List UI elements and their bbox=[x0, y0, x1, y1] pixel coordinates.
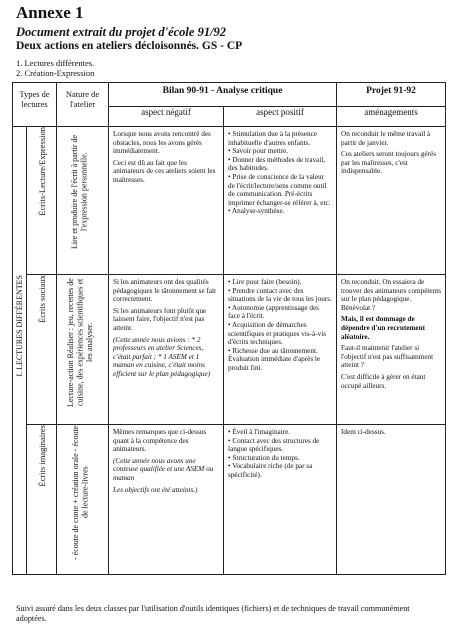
footer-note: Suivi assuré dans les deux classes par l'utilisation d'outils identiques (fichiers) et de techniques de travail communément adoptées. bbox=[16, 604, 410, 623]
header-projet: Projet 91-92 bbox=[337, 83, 446, 107]
row-negatif: Lorsque nous avons rencontré des obstacles, nous les avons gérés immédiatement. Ceci est dû au fait que les animateurs de ces ateliers soient les maîtresses. bbox=[109, 127, 224, 275]
header-negatif: aspect négatif bbox=[109, 107, 224, 127]
row-nature: Lecture-action Réaliser : jeu, recettes de cuisine, des expériences scientifiques et les analyser. bbox=[57, 275, 109, 425]
row-amenagements: Idem ci-dessus. bbox=[337, 425, 446, 575]
row-type: Écrits imaginaires bbox=[27, 425, 57, 575]
list-item: 2. Création-Expression bbox=[16, 68, 95, 78]
header-amenagements: aménagements bbox=[337, 107, 446, 127]
table-row bbox=[13, 425, 446, 575]
analysis-table bbox=[12, 82, 446, 575]
header-types: Types de lectures bbox=[13, 83, 57, 127]
header-nature: Nature de l'atelier bbox=[57, 83, 109, 127]
row-positif: • Lire pour faire (besoin). • Prendre contact avec des situations de la vie de tous les jours. • Autonomie (apprentissage des face à l'écrit. • Acquisition de démarches scientifiques et pratiques vis-à-vis d'écrits techniques. • Richesse due au tâtonnement. Évaluation immédiate d'après le produit fini. bbox=[224, 275, 337, 425]
row-amenagements: On reconduit le même travail à partir de janvier. Ces ateliers seront toujours gérés par les maîtresses, c'est indispensable. bbox=[337, 127, 446, 275]
row-amenagements: On reconduit. On essaiera de trouver des animateurs compétents sur le plan pédagogique. Bénévolat ? Mais, il est dommage de dépendre d'un recrutement aléatoire. Faut-il maintenir l'atelier si l'objectif n'est pas suffisamment atteint ? C'est difficile à gérer en étant occupé ailleurs. bbox=[337, 275, 446, 425]
group-label: I. LECTURES DIFFÉRENTES bbox=[13, 275, 27, 575]
page-title: Annexe 1 bbox=[16, 3, 84, 22]
table-row bbox=[13, 275, 446, 425]
row-negatif: Si les animateurs ont des qualités pédagogiques le tâtonnement se fait correctement. Si les animateurs font plutôt que laissent faire, l'objectif n'est pas atteint. (Cette année nous avions : * 2 professeurs en atelier Sciences, c'était parfait ; * 1 ASEM et 1 maman en cuisine, c'était moins efficient sur le plan pédagogique) bbox=[109, 275, 224, 425]
header-bilan: Bilan 90-91 - Analyse critique bbox=[109, 83, 337, 107]
row-positif: • Éveil à l'imaginaire. • Contact avec des structures de langue spécifiques. • Structuration du temps. • Vocabulaire riche (de par sa spécificité). bbox=[224, 425, 337, 575]
header-positif: aspect positif bbox=[224, 107, 337, 127]
row-type: Écrits sociaux bbox=[27, 275, 57, 425]
row-negatif: Mêmes remarques que ci-dessus quant à la compétence des animateurs. (Cette année nous avons une conteuse qualifiée et une ASEM ou maman Les objectifs ont été atteints.) bbox=[109, 425, 224, 575]
row-nature: - écoute de conte + création orale - écoute de lecture-livres bbox=[57, 425, 109, 575]
row-positif: • Stimulation due à la présence inhabituelle d'autres enfants. • Savoir pour mettre. • Donner des méthodes de travail, des habitudes. • Prise de conscience de la valeur de l'écrit/lecture/sens comme outil de communication. Pré-écrits imprimer échanger-se référer à, etc. • Analyse-synthèse. bbox=[224, 127, 337, 275]
document-subtitle-2: Deux actions en ateliers décloisonnés. GS - CP bbox=[16, 40, 243, 52]
row-nature: Lire et produire de l'écrit à partir de l'expression personnelle. bbox=[57, 127, 109, 275]
table-row bbox=[13, 127, 446, 275]
document-subtitle: Document extrait du projet d'école 91/92 bbox=[16, 25, 227, 39]
list-item: 1. Lectures différentes. bbox=[16, 58, 95, 68]
action-list bbox=[16, 58, 94, 78]
row-type: Écrits-Lecture/Expression bbox=[27, 127, 57, 275]
